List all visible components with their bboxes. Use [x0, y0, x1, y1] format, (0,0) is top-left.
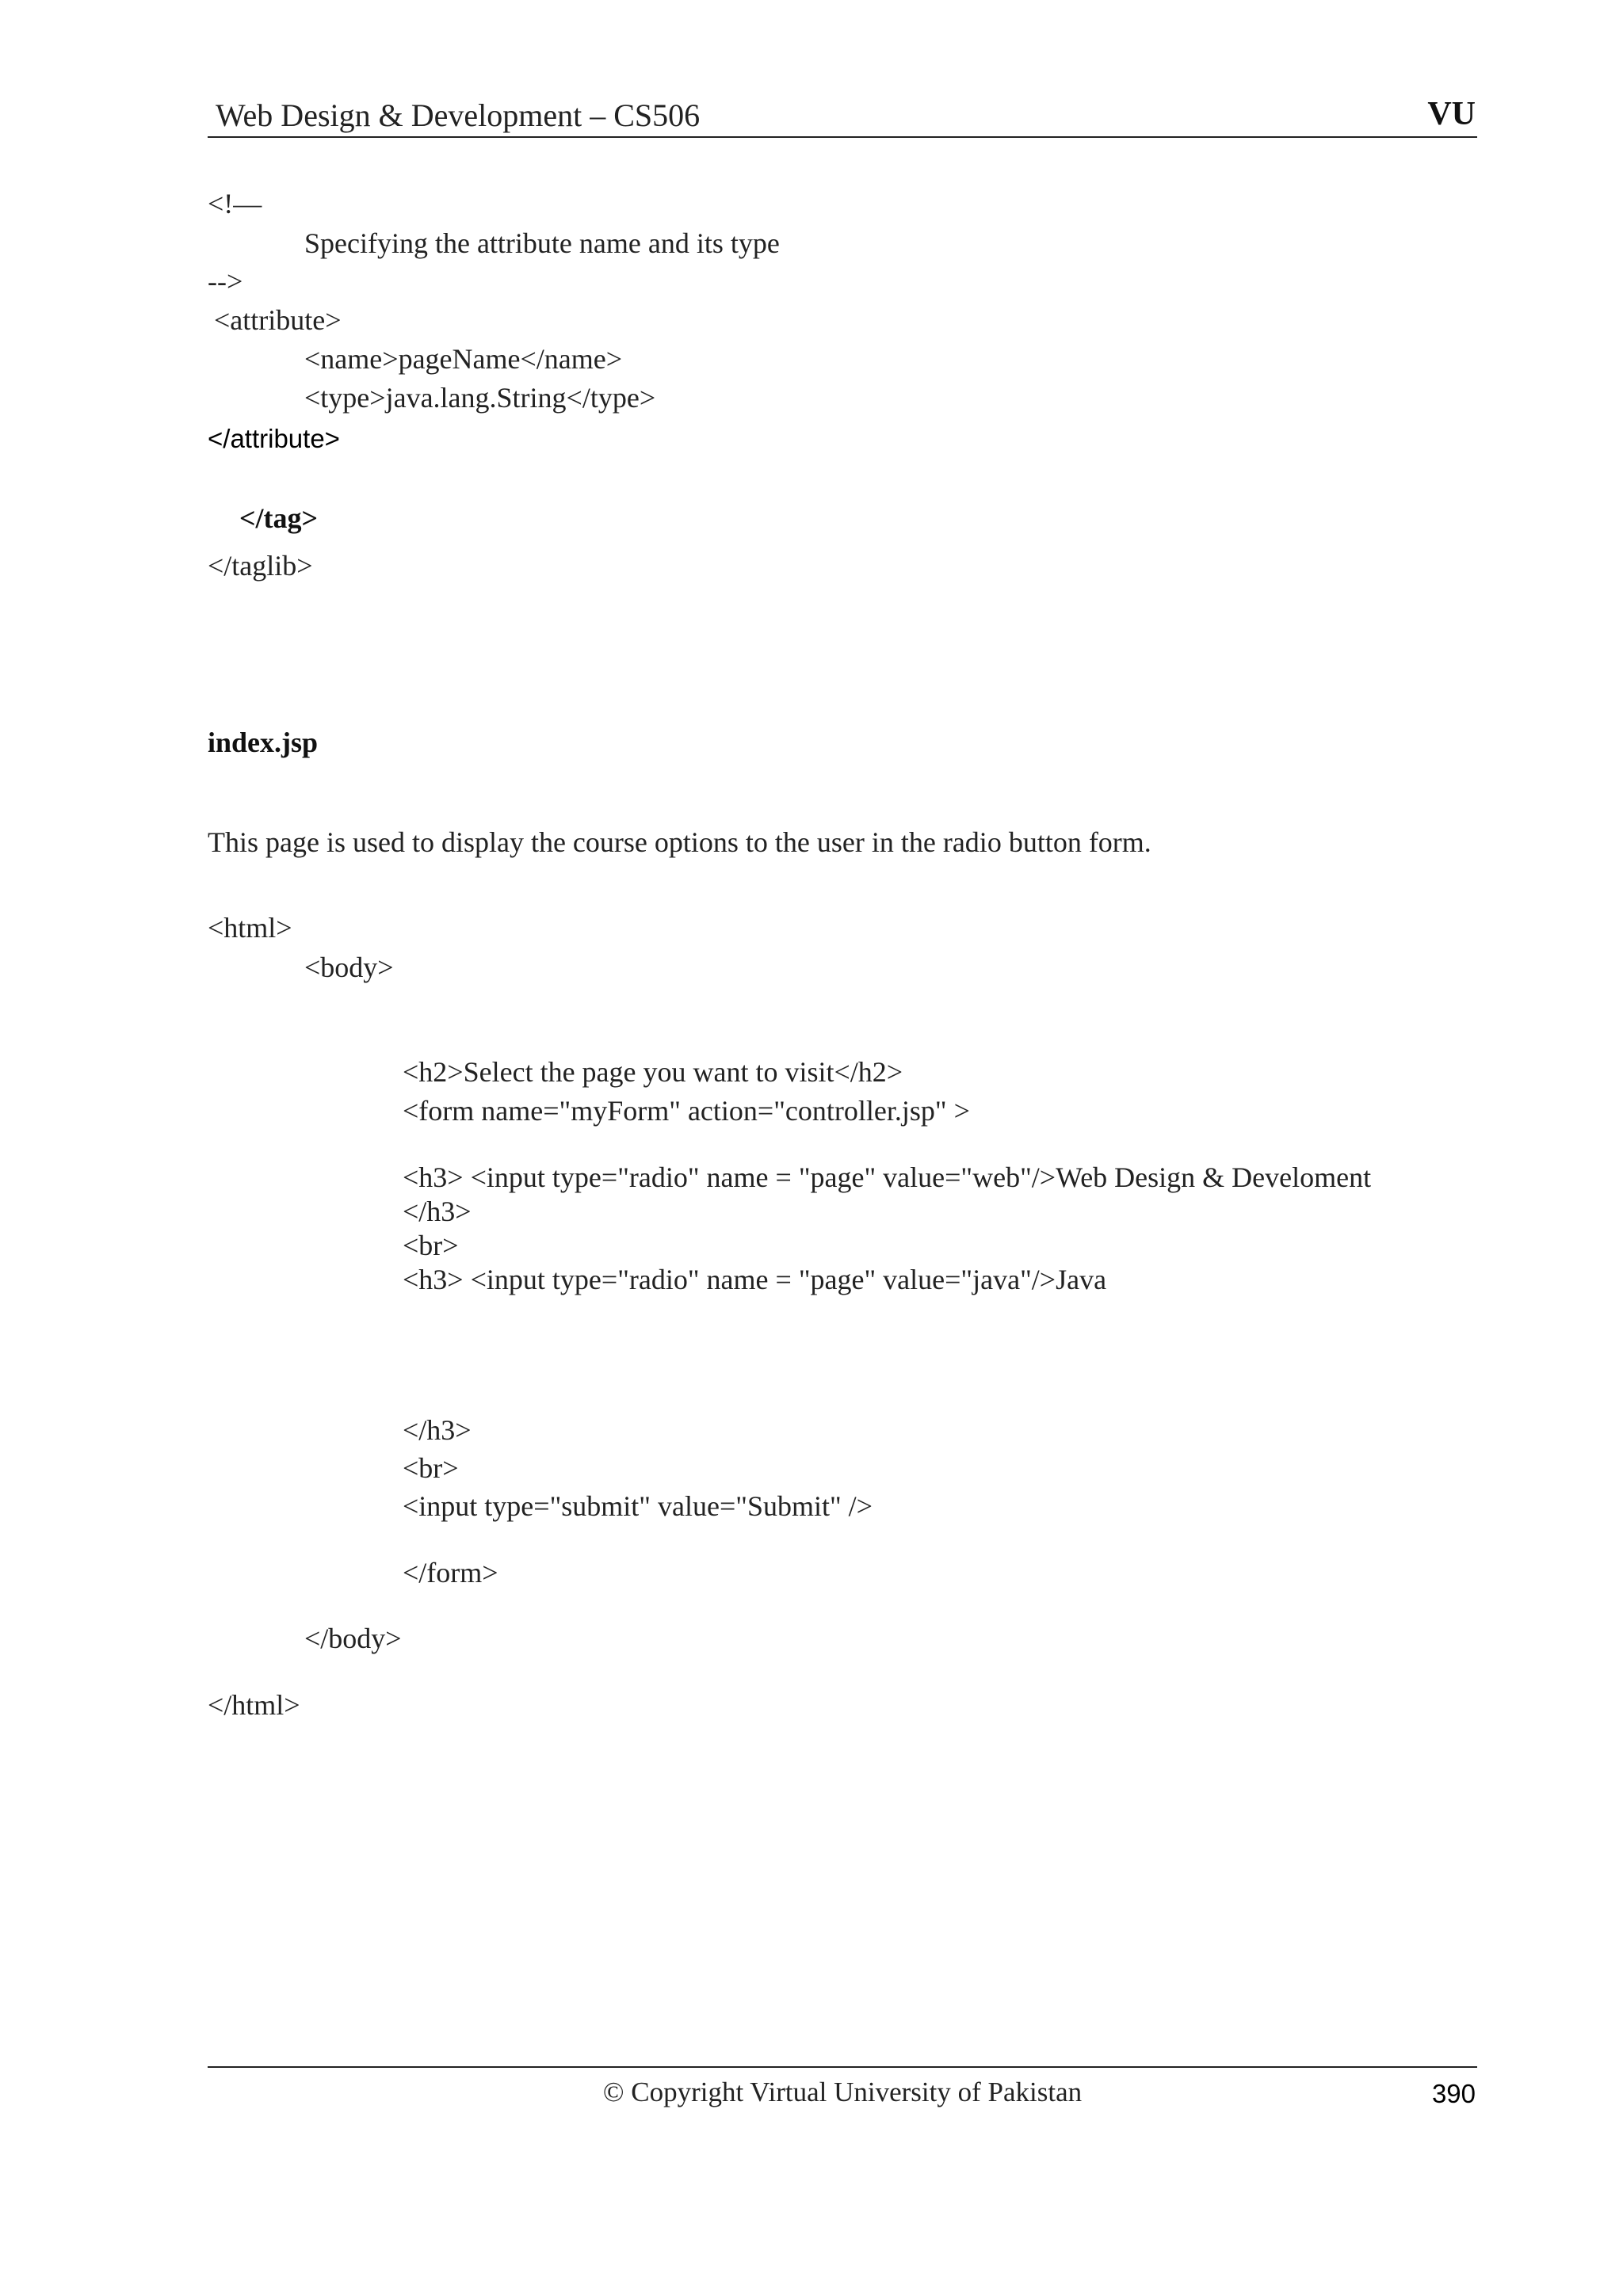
page-number: 390 [1431, 2079, 1476, 2108]
course-title: Web Design & Development – CS506 [216, 97, 701, 133]
code-name-line: <name>pageName</name> [304, 343, 623, 375]
code-tag-close: </tag> [239, 502, 319, 534]
page-footer [208, 2066, 1477, 2131]
code-form-close: </form> [403, 1557, 498, 1589]
code-h3-java-line: <h3> <input type="radio" name = "page" value="java"/>Java [403, 1264, 1107, 1295]
institution-logo-text: VU [1427, 96, 1476, 132]
code-comment-text: Specifying the attribute name and its type [304, 227, 780, 259]
code-body-open: <body> [304, 952, 394, 983]
code-h2-line: <h2>Select the page you want to visit</h2> [403, 1056, 903, 1088]
code-br-1: <br> [403, 1230, 459, 1261]
code-html-close: </html> [208, 1689, 300, 1721]
code-body-close: </body> [304, 1623, 402, 1654]
code-form-open: <form name="myForm" action="controller.jsp" > [403, 1095, 970, 1127]
page-header [208, 95, 1477, 138]
section-description: This page is used to display the course options to the user in the radio button form. [208, 826, 1151, 858]
section-heading: index.jsp [208, 727, 319, 758]
code-taglib-close: </taglib> [208, 550, 313, 582]
code-h3-web-close: </h3> [403, 1196, 472, 1227]
code-br-2: <br> [403, 1452, 459, 1484]
code-comment-close: --> [208, 265, 243, 297]
code-h3-java-close: </h3> [403, 1414, 472, 1446]
code-attribute-open: <attribute> [214, 304, 342, 336]
copyright-notice: © Copyright Virtual University of Pakistan [602, 2077, 1083, 2107]
code-attribute-close: </attribute> [208, 424, 340, 453]
code-h3-web-line: <h3> <input type="radio" name = "page" value="web"/>Web Design & Develoment [403, 1161, 1372, 1193]
code-type-line: <type>java.lang.String</type> [304, 382, 656, 414]
code-html-open: <html> [208, 912, 292, 944]
code-submit-line: <input type="submit" value="Submit" /> [403, 1490, 873, 1522]
code-comment-open: <!— [208, 188, 262, 219]
